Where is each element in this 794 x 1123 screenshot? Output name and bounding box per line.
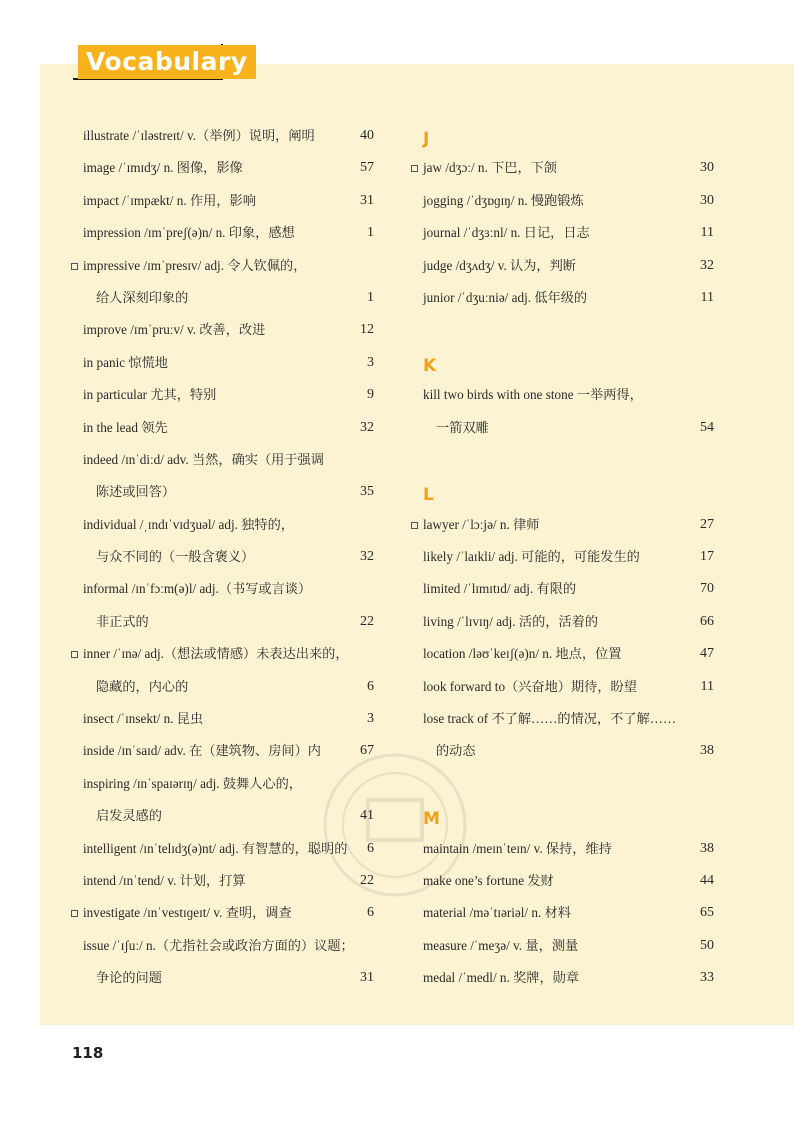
vocab-entry <box>410 865 716 897</box>
entry-page-number: 6 <box>367 905 374 921</box>
entry-continuation <box>70 671 376 703</box>
entry-page-number: 27 <box>700 516 714 532</box>
entry-continuation <box>70 282 376 314</box>
entry-continuation <box>70 606 376 638</box>
entry-page-number: 65 <box>700 905 714 921</box>
letter-heading-text: J <box>423 129 430 149</box>
entry-text: intelligent /ɪnˈtelɪdʒ(ə)nt/ adj. 有智慧的，聪明的 <box>83 840 348 856</box>
vocab-entry <box>70 865 376 897</box>
key-word-marker-icon <box>411 165 418 172</box>
entry-text: in panic 惊慌地 <box>83 354 168 370</box>
letter-heading-text: M <box>423 809 440 830</box>
entry-page-number: 6 <box>367 840 374 856</box>
entry-text: medal /ˈmedl/ n. 奖牌，勋章 <box>423 970 580 986</box>
entry-text: in the lead 领先 <box>83 419 168 435</box>
section-spacer <box>410 768 716 800</box>
entry-page-number: 70 <box>700 581 714 597</box>
entry-text: 的动态 <box>436 743 476 759</box>
entry-text: look forward to（兴奋地）期待，盼望 <box>423 678 637 694</box>
entry-page-number: 1 <box>367 289 374 305</box>
entry-page-number: 32 <box>360 549 374 565</box>
entry-page-number: 3 <box>367 711 374 727</box>
entry-text: informal /ɪnˈfɔːm(ə)l/ adj.（书写或言谈） <box>83 581 312 597</box>
entry-text: 启发灵感的 <box>96 808 162 824</box>
vocab-entry <box>70 412 376 444</box>
vocab-entry <box>70 930 376 962</box>
vocab-entry <box>70 250 376 282</box>
key-word-marker-icon <box>71 910 78 917</box>
entry-page-number: 11 <box>700 678 714 694</box>
entry-page-number: 6 <box>367 678 374 694</box>
entry-text: individual /ˌɪndɪˈvɪdʒuəl/ adj. 独特的， <box>83 516 294 532</box>
vocab-entry <box>410 962 716 994</box>
letter-heading <box>410 476 716 508</box>
vocab-entry <box>410 250 716 282</box>
entry-text: in particular 尤其，特别 <box>83 387 217 403</box>
entry-text: lawyer /ˈlɔːjə/ n. 律师 <box>423 516 540 532</box>
vocab-entry <box>70 897 376 929</box>
entry-text: maintain /meɪnˈteɪn/ v. 保持，维持 <box>423 840 612 856</box>
entry-text: 隐藏的，内心的 <box>96 678 189 694</box>
vocab-entry <box>70 638 376 670</box>
entry-text: intend /ɪnˈtend/ v. 计划，打算 <box>83 872 246 888</box>
entry-page-number: 33 <box>700 970 714 986</box>
entry-continuation <box>410 735 716 767</box>
vocab-entry <box>70 217 376 249</box>
entry-text: 陈述或回答） <box>96 484 176 500</box>
entry-page-number: 22 <box>360 613 374 629</box>
entry-page-number: 9 <box>367 387 374 403</box>
entry-text: make one’s fortune 发财 <box>423 872 554 888</box>
vocab-entry <box>410 671 716 703</box>
entry-page-number: 35 <box>360 484 374 500</box>
letter-heading <box>410 120 716 152</box>
entry-text: location /ləʊˈkeɪʃ(ə)n/ n. 地点，位置 <box>423 646 622 662</box>
entry-page-number: 3 <box>367 354 374 370</box>
entry-page-number: 30 <box>700 160 714 176</box>
entry-text: jaw /dʒɔː/ n. 下巴，下颌 <box>423 160 558 176</box>
vocab-entry <box>410 638 716 670</box>
entry-page-number: 41 <box>360 808 374 824</box>
entry-text: limited /ˈlɪmɪtɪd/ adj. 有限的 <box>423 581 577 597</box>
letter-heading <box>410 800 716 832</box>
left-vocabulary-column <box>70 120 376 995</box>
vocab-entry <box>70 509 376 541</box>
entry-text: journal /ˈdʒɜːnl/ n. 日记，日志 <box>423 225 590 241</box>
vocab-entry <box>410 509 716 541</box>
letter-heading-text: K <box>423 355 437 376</box>
vocab-entry <box>70 185 376 217</box>
entry-page-number: 11 <box>700 225 714 241</box>
entry-text: impact /ˈɪmpækt/ n. 作用，影响 <box>83 192 256 208</box>
letter-heading <box>410 347 716 379</box>
entry-text: likely /ˈlaɪkli/ adj. 可能的，可能发生的 <box>423 549 640 565</box>
entry-text: lose track of 不了解……的情况，不了解…… <box>423 711 677 727</box>
right-vocabulary-column <box>410 120 716 995</box>
entry-text: 与众不同的（一般含褒义） <box>96 549 255 565</box>
vocab-entry <box>410 606 716 638</box>
entry-text: inner /ˈɪnə/ adj.（想法或情感）未表达出来的， <box>83 646 349 662</box>
vocab-entry <box>410 541 716 573</box>
entry-page-number: 32 <box>700 257 714 273</box>
letter-heading-text: L <box>423 485 434 506</box>
entry-text: impression /ɪmˈpreʃ(ə)n/ n. 印象，感想 <box>83 225 295 241</box>
entry-continuation <box>70 476 376 508</box>
entry-page-number: 38 <box>700 840 714 856</box>
entry-continuation <box>70 800 376 832</box>
vocab-entry <box>410 152 716 184</box>
page-number: 118 <box>72 1044 104 1062</box>
vocab-entry <box>410 573 716 605</box>
entry-page-number: 50 <box>700 937 714 953</box>
entry-page-number: 66 <box>700 613 714 629</box>
entry-text: investigate /ɪnˈvestɪɡeɪt/ v. 查明，调查 <box>83 905 292 921</box>
entry-page-number: 22 <box>360 872 374 888</box>
entry-text: kill two birds with one stone 一举两得， <box>423 387 643 403</box>
entry-text: indeed /ɪnˈdiːd/ adv. 当然，确实（用于强调 <box>83 451 324 467</box>
entry-page-number: 17 <box>700 549 714 565</box>
entry-text: insect /ˈɪnsekt/ n. 昆虫 <box>83 711 204 727</box>
entry-page-number: 31 <box>360 192 374 208</box>
section-spacer <box>410 314 716 346</box>
vocab-entry <box>410 379 716 411</box>
entry-text: inside /ɪnˈsaɪd/ adv. 在（建筑物、房间）内 <box>83 743 321 759</box>
entry-page-number: 40 <box>360 128 374 143</box>
entry-page-number: 32 <box>360 419 374 435</box>
entry-text: illustrate /ˈɪləstreɪt/ v.（举例）说明，阐明 <box>83 128 315 143</box>
vocab-entry <box>410 185 716 217</box>
vocab-entry <box>410 217 716 249</box>
entry-page-number: 54 <box>700 419 714 435</box>
entry-page-number: 12 <box>360 322 374 338</box>
vocab-entry <box>410 703 716 735</box>
vocab-entry <box>70 833 376 865</box>
entry-text: issue /ˈɪʃuː/ n.（尤指社会或政治方面的）议题； <box>83 937 354 953</box>
entry-text: material /məˈtɪəriəl/ n. 材料 <box>423 905 571 921</box>
vocab-entry <box>410 930 716 962</box>
entry-text: junior /ˈdʒuːniə/ adj. 低年级的 <box>423 289 588 305</box>
entry-text: improve /ɪmˈpruːv/ v. 改善，改进 <box>83 322 266 338</box>
entry-text: judge /dʒʌdʒ/ v. 认为，判断 <box>423 257 576 273</box>
entry-text: inspiring /ɪnˈspaɪərɪŋ/ adj. 鼓舞人心的， <box>83 775 302 791</box>
vocab-entry <box>70 573 376 605</box>
entry-page-number: 1 <box>367 225 374 241</box>
entry-page-number: 30 <box>700 192 714 208</box>
entry-text: 非正式的 <box>96 613 149 629</box>
entry-page-number: 38 <box>700 743 714 759</box>
vocab-entry <box>410 897 716 929</box>
vocab-entry <box>70 152 376 184</box>
key-word-marker-icon <box>71 651 78 658</box>
vocab-entry <box>70 379 376 411</box>
entry-page-number: 47 <box>700 646 714 662</box>
vocab-entry <box>70 347 376 379</box>
entry-text: 一箭双雕 <box>436 419 489 435</box>
entry-page-number: 31 <box>360 970 374 986</box>
key-word-marker-icon <box>411 522 418 529</box>
vocab-entry <box>70 703 376 735</box>
entry-page-number: 11 <box>700 289 714 305</box>
entry-continuation <box>70 541 376 573</box>
section-spacer <box>410 444 716 476</box>
entry-text: image /ˈɪmɪdʒ/ n. 图像，影像 <box>83 160 243 176</box>
vocab-entry <box>70 735 376 767</box>
entry-continuation <box>70 962 376 994</box>
entry-text: jogging /ˈdʒɒɡɪŋ/ n. 慢跑锻炼 <box>423 192 584 208</box>
entry-text: living /ˈlɪvɪŋ/ adj. 活的，活着的 <box>423 613 599 629</box>
vocab-entry <box>70 768 376 800</box>
entry-text: 争论的问题 <box>96 970 162 986</box>
entry-continuation <box>410 412 716 444</box>
entry-text: impressive /ɪmˈpresɪv/ adj. 令人钦佩的， <box>83 257 307 273</box>
key-word-marker-icon <box>71 263 78 270</box>
vocab-entry <box>70 314 376 346</box>
entry-page-number: 67 <box>360 743 374 759</box>
vocab-entry <box>410 833 716 865</box>
entry-text: measure /ˈmeʒə/ v. 量，测量 <box>423 937 579 953</box>
entry-page-number: 57 <box>360 160 374 176</box>
vocab-entry <box>410 282 716 314</box>
entry-page-number: 44 <box>700 872 714 888</box>
vocab-entry <box>70 444 376 476</box>
vocab-entry <box>70 120 376 152</box>
entry-text: 给人深刻印象的 <box>96 289 189 305</box>
section-title: Vocabulary <box>78 45 256 79</box>
